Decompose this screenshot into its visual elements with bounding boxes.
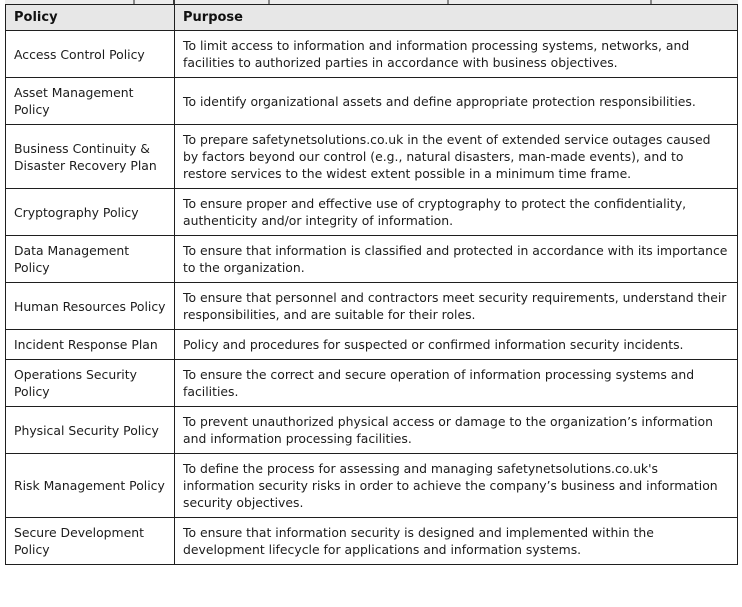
table-row bbox=[6, 189, 738, 236]
policy-name-cell: Access Control Policy bbox=[6, 31, 175, 78]
policy-name-cell: Business Continuity & Disaster Recovery Plan bbox=[6, 125, 175, 189]
policy-purpose-cell: To identify organizational assets and define appropriate protection responsibilities. bbox=[175, 78, 738, 125]
policy-purpose-cell: To ensure proper and effective use of cryptography to protect the confidentiality, authenticity and/or integrity of information. bbox=[175, 189, 738, 236]
policy-purpose-cell: To limit access to information and information processing systems, networks, and facilities to authorized parties in accordance with business objectives. bbox=[175, 31, 738, 78]
table-row bbox=[6, 330, 738, 360]
policy-table bbox=[5, 4, 738, 565]
header-row bbox=[6, 5, 738, 31]
policy-purpose-cell: To prepare safetynetsolutions.co.uk in the event of extended service outages caused by factors beyond our control (e.g., natural disasters, man-made events), and to restore services to the widest extent possible in a minimum time frame. bbox=[175, 125, 738, 189]
table-row bbox=[6, 407, 738, 454]
policy-purpose-cell: To ensure that information is classified and protected in accordance with its importance to the organization. bbox=[175, 236, 738, 283]
policy-purpose-cell: To prevent unauthorized physical access or damage to the organization’s information and information processing facilities. bbox=[175, 407, 738, 454]
table-row bbox=[6, 454, 738, 518]
policy-name-cell: Asset Management Policy bbox=[6, 78, 175, 125]
policy-name-cell: Incident Response Plan bbox=[6, 330, 175, 360]
policy-table-body bbox=[6, 31, 738, 565]
policy-name-cell: Cryptography Policy bbox=[6, 189, 175, 236]
policy-purpose-cell: To ensure the correct and secure operation of information processing systems and facilities. bbox=[175, 360, 738, 407]
policy-name-cell: Risk Management Policy bbox=[6, 454, 175, 518]
policy-purpose-cell: To ensure that personnel and contractors meet security requirements, understand their responsibilities, and are suitable for their roles. bbox=[175, 283, 738, 330]
policy-name-cell: Data Management Policy bbox=[6, 236, 175, 283]
table-row bbox=[6, 78, 738, 125]
table-row bbox=[6, 125, 738, 189]
policy-table-header bbox=[6, 5, 738, 31]
policy-name-cell: Operations Security Policy bbox=[6, 360, 175, 407]
policy-purpose-cell: Policy and procedures for suspected or confirmed information security incidents. bbox=[175, 330, 738, 360]
table-row bbox=[6, 518, 738, 565]
table-row bbox=[6, 283, 738, 330]
policy-purpose-cell: To define the process for assessing and managing safetynetsolutions.co.uk's information security risks in order to achieve the company’s business and information security objectives. bbox=[175, 454, 738, 518]
purpose-column-header: Purpose bbox=[175, 5, 738, 31]
table-row bbox=[6, 31, 738, 78]
table-row bbox=[6, 360, 738, 407]
policy-name-cell: Secure Development Policy bbox=[6, 518, 175, 565]
policy-name-cell: Human Resources Policy bbox=[6, 283, 175, 330]
table-row bbox=[6, 236, 738, 283]
policy-name-cell: Physical Security Policy bbox=[6, 407, 175, 454]
policy-purpose-cell: To ensure that information security is designed and implemented within the development lifecycle for applications and information systems. bbox=[175, 518, 738, 565]
policy-column-header: Policy bbox=[6, 5, 175, 31]
